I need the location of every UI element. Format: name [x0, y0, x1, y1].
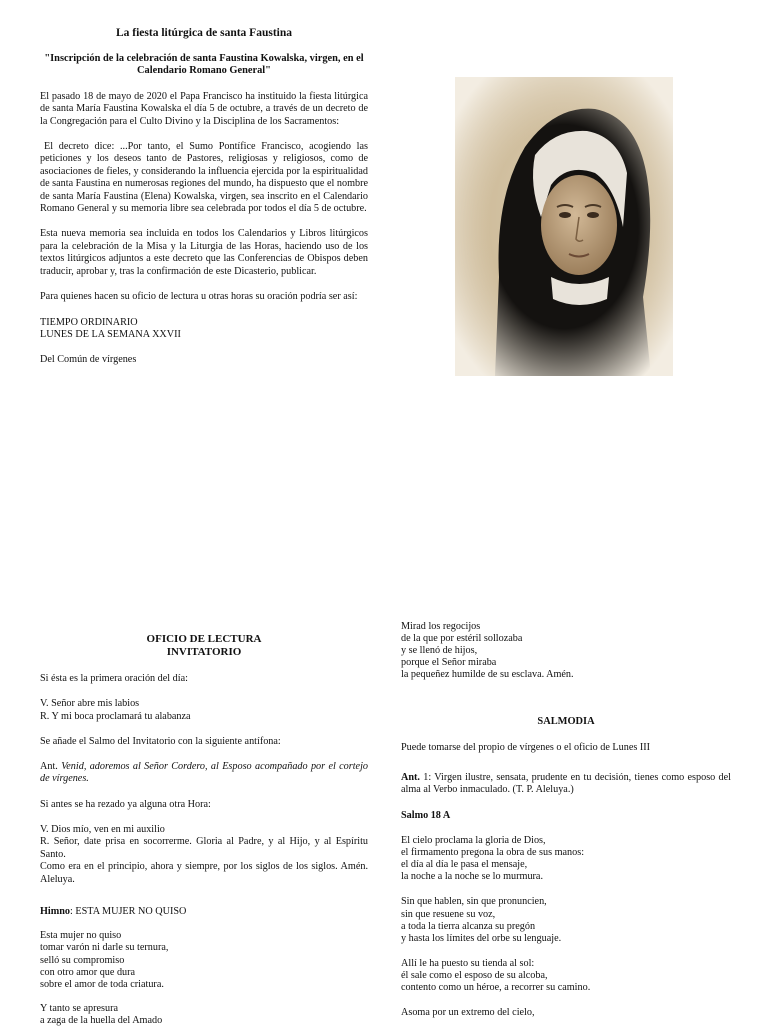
antiphon-text: 1: Virgen ilustre, sensata, prudente en tu decisión, tienes como esposo del alma al Verbo inmaculado. (T. P. Aleluya.) [401, 771, 731, 796]
comun-line: Del Común de vírgenes [40, 353, 137, 365]
versicle-line: V. Señor abre mis labios [40, 698, 140, 710]
psalm-line: el día al día le pasa el mensaje, [401, 859, 528, 871]
himno-title [40, 906, 368, 918]
hymn-line: la pequeñez humilde de su esclava. Amén. [401, 669, 574, 681]
top-section [40, 26, 368, 366]
intro-line: Si ésta es la primera oración del día: [40, 673, 188, 684]
paragraph-memory: Esta nueva memoria sea incluida en todos los Calendarios y Libros litúrgicos para la celebración de la Misa y la Liturgia de las Horas, haciendo uso de los textos litúrgicos adjuntos a este decreto que las Conferencias de Obispos deben traducir, aprobar y, tras la confirmación de este Dicasterio, publicar. [40, 228, 368, 277]
hymn-line: porque el Señor miraba [401, 657, 497, 669]
tiempo-block [40, 317, 368, 341]
psalm-stanza-4 [401, 1007, 731, 1019]
paragraph-intro: El pasado 18 de mayo de 2020 el Papa Francisco ha instituido la fiesta litúrgica de santa María Faustina Kowalska el día 5 de octubre, a través de un decreto de la Congregación para el Culto Divino y la Disciplina de los Sacramentos: [40, 90, 368, 127]
page-title: La fiesta litúrgica de santa Faustina [115, 27, 292, 39]
psalm-stanza-1 [401, 835, 731, 883]
paragraph-decree: El decreto dice: ...Por tanto, el Sumo Pontífice Francisco, acogiendo las peticiones y los deseos tanto de Pastores, religiosas y religiosos, como de asociaciones de fieles, y considerando la influencia ejercida por la espiritualidad de santa Faustina en numerosas regiones del mundo, ha dispuesto que el nombre de santa María Faustina (Elena) Kowalska, virgen, sea inscrito en el Calendario Romano General y su memoria libre sea celebrada por todos el día 5 de octubre. [40, 141, 368, 215]
himno-name: : ESTA MUJER NO QUISO [70, 905, 187, 917]
psalm-title: Salmo 18 A [401, 809, 451, 821]
hymn-stanza-2 [40, 1003, 368, 1027]
hymn-line: selló su compromiso [40, 954, 125, 966]
psalm-line: El cielo proclama la gloria de Dios, [401, 835, 546, 847]
psalm-line: Sin que hablen, sin que pronuncien, [401, 896, 547, 908]
response-gloria: R. Señor, date prisa en socorrerme. Gloria al Padre, y al Hijo, y al Espíritu Santo. [40, 836, 368, 860]
tiempo-line: TIEMPO ORDINARIO [40, 316, 138, 328]
himno-label: Himno [40, 905, 71, 917]
puede-note: Puede tomarse del propio de vírgenes o el oficio de Lunes III [401, 742, 651, 754]
psalm-line: la noche a la noche se lo murmura. [401, 871, 544, 883]
hymn-line: con otro amor que dura [40, 966, 136, 978]
invitatorio-heading: INVITATORIO [166, 646, 242, 658]
versicle-block-2 [40, 824, 368, 836]
left-column [40, 633, 368, 1027]
psalm-stanza-3 [401, 958, 731, 994]
psalm-line: Allí le ha puesto su tienda al sol: [401, 957, 535, 969]
hymn-line: de la que por estéril sollozaba [401, 633, 523, 645]
si-antes-note: Si antes se ha rezado ya alguna otra Hora: [40, 798, 211, 810]
salmodia-heading: SALMODIA [537, 716, 595, 728]
portrait-illustration [455, 77, 673, 376]
psalm-line: sin que resuene su voz, [401, 908, 496, 920]
hymn-line: Y tanto se apresura [40, 1002, 118, 1014]
versicle-block-1 [40, 698, 368, 722]
psalm-line: el firmamento pregona la obra de sus manos: [401, 847, 585, 859]
oficio-heading: OFICIO DE LECTURA [146, 633, 262, 645]
antiphon-label: Ant. [40, 761, 58, 772]
psalm-line: él sale como el esposo de su alcoba, [401, 969, 548, 981]
semana-line: LUNES DE LA SEMANA XXVII [40, 328, 181, 340]
antiphon-text: Venid, adoremos al Señor Cordero, al Esposo acompañado por el cortejo de vírgenes. [40, 761, 369, 785]
saint-portrait [455, 77, 673, 376]
hymn-stanza-1 [40, 930, 368, 990]
hymn-line: tomar varón ni darle su ternura, [40, 942, 169, 954]
salmo-invitatorio-note: Se añade el Salmo del Invitatorio con la siguiente antífona: [40, 735, 281, 747]
psalm-line: a toda la tierra alcanza su pregón [401, 920, 536, 932]
hymn-line: Mirad los regocijos [401, 621, 481, 632]
hymn-line: a zaga de la huella del Amado [40, 1014, 163, 1026]
como-era-line: Como era en el principio, ahora y siempre, por los siglos de los siglos. Amén. Aleluya. [40, 861, 368, 885]
paragraph-prayer: Para quienes hacen su oficio de lectura u otras horas su oración podría ser así: [40, 291, 358, 303]
versicle-line: V. Dios mío, ven en mi auxilio [40, 824, 165, 836]
hymn-line: Esta mujer no quiso [40, 930, 122, 942]
antiphon-label: Ant. [401, 771, 420, 783]
psalm-line: y hasta los límites del orbe su lenguaje. [401, 932, 562, 944]
psalm-line: Asoma por un extremo del cielo, [401, 1007, 535, 1019]
right-column [401, 621, 731, 1019]
psalm-line: contento como un héroe, a recorrer su camino. [401, 982, 591, 994]
response-line: R. Y mi boca proclamará tu alabanza [40, 710, 191, 722]
hymn-line: sobre el amor de toda criatura. [40, 978, 164, 990]
hymn-line: y se llenó de hijos, [401, 645, 478, 657]
psalm-stanza-2 [401, 896, 731, 944]
antiphon-invitatorio [40, 761, 368, 786]
subtitle: "Inscripción de la celebración de santa Faustina Kowalska, virgen, en el Calendario Romano General" [44, 53, 364, 77]
antiphon-1 [401, 772, 731, 797]
hymn-stanza-final [401, 621, 731, 681]
